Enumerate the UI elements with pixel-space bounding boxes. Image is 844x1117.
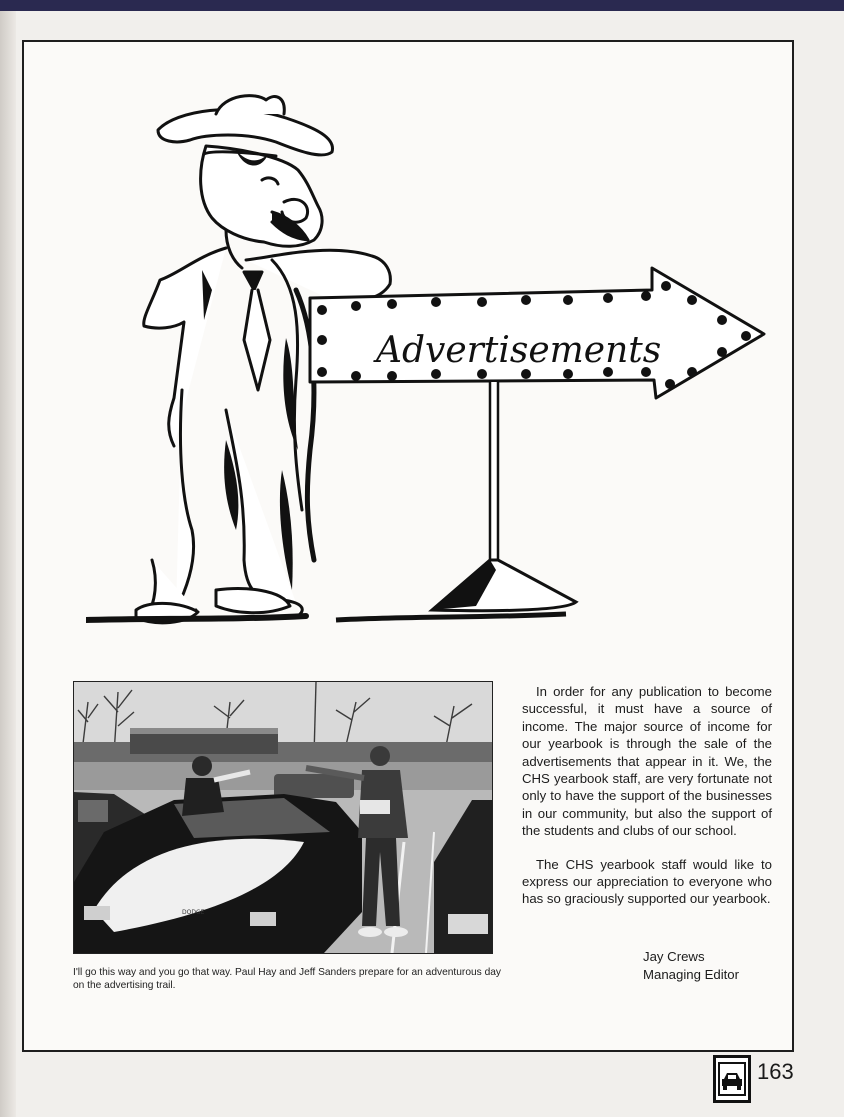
- photo-scene: [74, 682, 492, 953]
- signature-name: Jay Crews: [643, 949, 705, 964]
- article-body: [522, 683, 772, 908]
- signature-title: Managing Editor: [643, 967, 740, 982]
- photo-caption: I'll go this way and you go that way. Paul Hay and Jeff Sanders prepare for an adventurous day on the advertising trail.: [73, 967, 502, 991]
- car-badge: DODGE: [182, 909, 205, 916]
- page-number: 163: [757, 1059, 794, 1084]
- advertisements-illustration: [86, 90, 776, 630]
- page-binding-shadow: [0, 11, 16, 1117]
- staff-photo: [73, 681, 493, 954]
- top-edge-band: [0, 0, 844, 11]
- car-icon: [713, 1055, 751, 1103]
- article-paragraph: In order for any publication to become successful, it must have a source of income. The major source of income for our yearbook is through the sale of the advertisements that appear in it. We, the CHS yearbook staff, are very fortunate not only to have the support of the businesses in our community, but also the support of the students and clubs of our school.: [522, 684, 772, 839]
- sign-word: Advertisements: [376, 330, 662, 371]
- article-paragraph: The CHS yearbook staff would like to express our appreciation to everyone who has so graciously supported our yearbook.: [522, 856, 772, 907]
- signature-block: [643, 948, 739, 984]
